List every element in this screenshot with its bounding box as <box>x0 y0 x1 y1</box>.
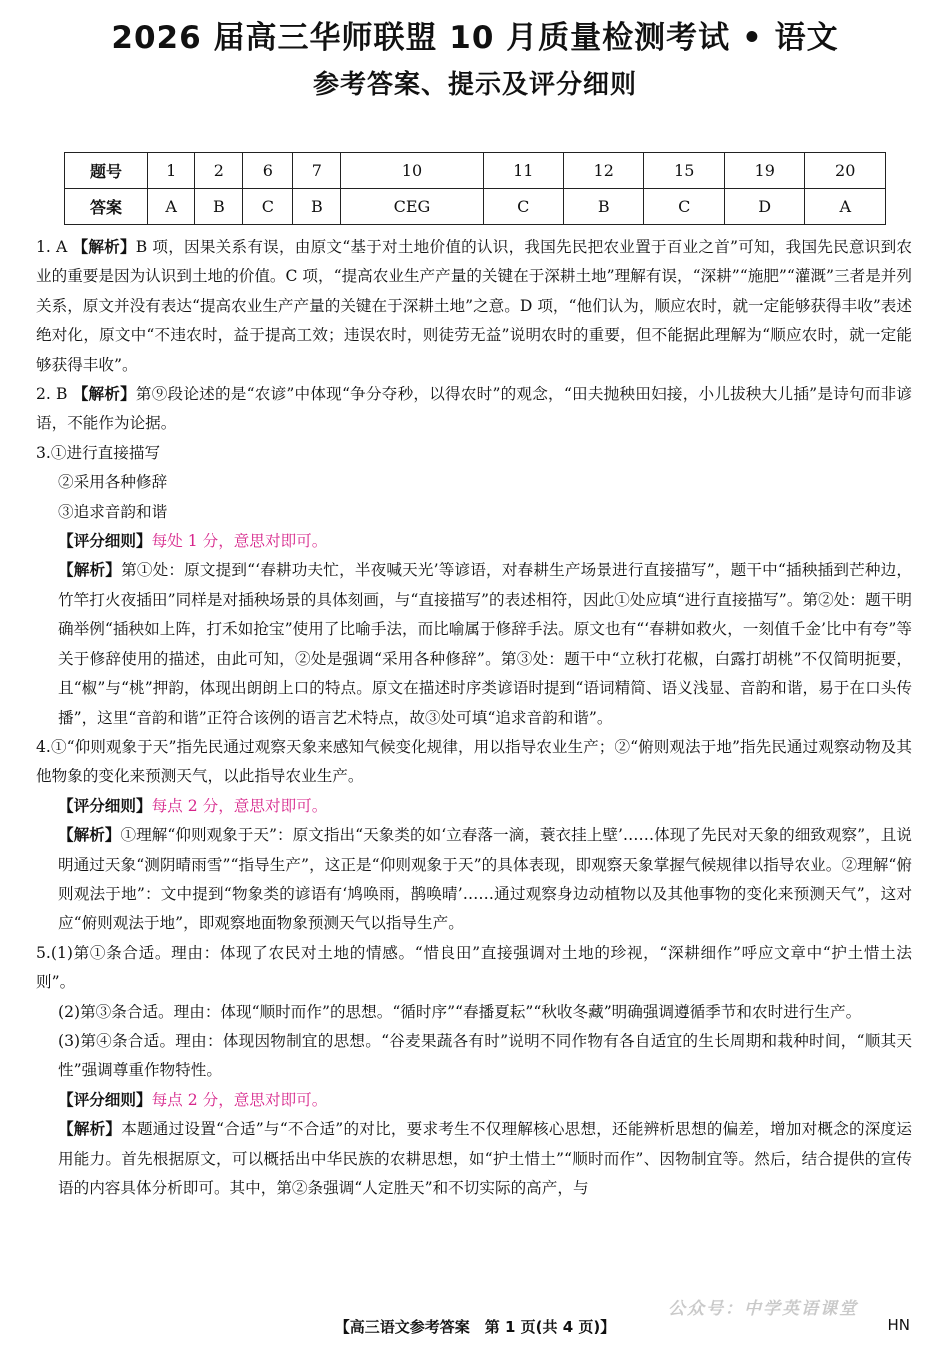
analysis-tag: 【解析】 <box>72 238 136 256</box>
analysis-tag: 【解析】 <box>72 385 136 404</box>
question-number: 2 <box>195 153 243 189</box>
answer-line: ③追求音韵和谐 <box>58 502 168 521</box>
table-row <box>65 189 886 225</box>
answer-item: (2)第③条合适。理由：体现“顺时而作”的思想。“循时序”“春播夏耘”“秋收冬藏”明确强调遵循季节和农时进行生产。 <box>58 1002 862 1021</box>
analysis-text: ①理解“仰则观象于天”：原文指出“天象类的如‘立春落一滴，蓑衣挂上壁’……体现了先民对天象的细致观察”，且说明通过天象“测阴晴雨雪”“指导生产”，这正是“仰则观象于天”的具体表现，即观察天象掌握气候规律以指导农业。②理解“俯则观法于地”：文中提到“物象类的谚语有‘鸠唤雨，鹊唤晴’……通过观察身边动植物以及其他事物的变化来预测天气”，这对应“俯则观法于地”，即观察地面物象预测天气以指导生产。 <box>58 826 912 933</box>
answer-cell: A <box>805 189 886 225</box>
question-4 <box>36 733 912 792</box>
answer-cell: B <box>563 189 643 225</box>
analysis-tag: 【解析】 <box>58 561 122 580</box>
answer-cell: C <box>243 189 293 225</box>
row-label-answer: 答案 <box>65 189 148 225</box>
question-number: 7 <box>293 153 341 189</box>
question-number: 4. <box>36 737 51 756</box>
analysis <box>36 1115 912 1203</box>
question-number: 12 <box>563 153 643 189</box>
analysis-text: B 项，因果关系有误，由原文“基于对土地价值的认识，我国先民把农业置于百业之首”可知，我国先民意识到农业的重要是因为认识到土地的价值。C 项，“提高农业生产产量的关键在于深耕土地”理解有误，“深耕”“施肥”“灌溉”三者是并列关系，原文并没有表达“提高农业生产产量的关键在于深耕土地”之意。D 项，“他们认为，顺应农时，就一定能够获得丰收”表述绝对化，原文中“不违农时，益于提高工效；违误农时，则徒劳无益”说明农时的重要，但不能据此理解为“顺应农时，就一定能够获得丰收”。 <box>36 238 912 374</box>
row-label-question: 题号 <box>65 153 148 189</box>
question-number: 10 <box>341 153 483 189</box>
answer-cell: D <box>724 189 804 225</box>
answer-item: (3)第④条合适。理由：体现因物制宜的思想。“谷麦果蔬各有时”说明不同作物有各自适宜的生长周期和栽种时间，“顺其天性”强调尊重作物特性。 <box>58 1031 912 1080</box>
analysis <box>36 821 912 939</box>
analysis-tag: 【解析】 <box>58 826 121 845</box>
question-number: 11 <box>483 153 563 189</box>
scoring-tag: 【评分细则】 <box>58 532 152 551</box>
answer-cell: C <box>483 189 563 225</box>
answer-cell: B <box>293 189 341 225</box>
scoring-tag: 【评分细则】 <box>58 796 152 815</box>
answer-cell: CEG <box>341 189 483 225</box>
region-code: HN <box>887 1316 910 1334</box>
answer-table <box>64 152 886 225</box>
question-number: 3. <box>36 443 51 462</box>
question-number: 19 <box>724 153 804 189</box>
answer-cell: B <box>195 189 243 225</box>
question-3 <box>36 439 912 468</box>
answer-text: ①“仰则观象于天”指先民通过观察天象来感知气候变化规律，用以指导农业生产；②“俯则观法于地”指先民通过观察动物及其他物象的变化来预测天气，以此指导农业生产。 <box>36 737 912 786</box>
question-number: 1. A <box>36 238 73 256</box>
scoring-tag: 【评分细则】 <box>58 1090 152 1109</box>
page-subtitle: 参考答案、提示及评分细则 <box>312 70 637 100</box>
question-5 <box>36 939 912 998</box>
page-footer: 【高三语文参考答案 第 1 页(共 4 页)】 <box>334 1318 616 1336</box>
question-number: 5. <box>36 943 51 962</box>
analysis-text: 第①处：原文提到“‘春耕功夫忙，半夜喊天光’等谚语，对春耕生产场景进行直接描写”，题干中“插秧插到芒种边，竹竿打火夜插田”同样是对插秧场景的具体刻画，与“直接描写”的表述相符，因此①处应填“进行直接描写”。第②处：题干明确举例“插秧如上阵，打禾如抢宝”使用了比喻手法，而比喻属于修辞手法。原文也有“‘春耕如救火，一刻值千金’比中有夸”等关于修辞使用的描述，由此可知，②处是强调“采用各种修辞”。第③处：题干中“立秋打花椒，白露打胡桃”不仅简明扼要，且“椒”与“桃”押韵，体现出朗朗上口的特点。原文在描述时序类谚语时提到“语词精简、语义浅显、音韵和谐，易于在口头传播”，这里“音韵和谐”正符合该例的语言艺术特点，故③处可填“追求音韵和谐”。 <box>58 561 912 727</box>
analysis-text: 第⑨段论述的是“农谚”中体现“争分夺秒，以得农时”的观念，“田夫抛秧田妇接，小儿拔秧大儿插”是诗句而非谚语，不能作为论据。 <box>36 385 912 433</box>
watermark: 公众号：中学英语课堂 <box>668 1299 858 1319</box>
question-2 <box>36 380 912 439</box>
answer-cell: A <box>148 189 195 225</box>
answer-line: ①进行直接描写 <box>50 443 161 462</box>
answer-content <box>36 233 912 1203</box>
analysis-tag: 【解析】 <box>58 1120 122 1139</box>
question-number: 6 <box>243 153 293 189</box>
table-row <box>65 153 886 189</box>
scoring-rule <box>36 792 912 821</box>
question-number: 2. B <box>36 385 73 404</box>
answer-line: ②采用各种修辞 <box>58 473 168 492</box>
analysis <box>36 556 912 732</box>
answer-cell: C <box>644 189 724 225</box>
scoring-text: 每点 2 分，意思对即可。 <box>151 1090 328 1109</box>
analysis-text: 本题通过设置“合适”与“不合适”的对比，要求考生不仅理解核心思想，还能辨析思想的偏差，增加对概念的深度运用能力。首先根据原文，可以概括出中华民族的农耕思想，如“护土惜土”“顺时而作”、因物制宜等。然后，结合提供的宣传语的内容具体分析即可。其中，第②条强调“人定胜天”和不切实际的高产，与 <box>58 1120 912 1197</box>
question-number: 1 <box>148 153 195 189</box>
scoring-rule <box>36 1086 912 1115</box>
scoring-text: 每处 1 分，意思对即可。 <box>151 532 328 551</box>
scoring-text: 每点 2 分，意思对即可。 <box>151 796 328 815</box>
scoring-rule <box>36 527 912 556</box>
page-title: 2026 届高三华师联盟 10 月质量检测考试 • 语文 <box>111 20 839 56</box>
question-number: 20 <box>805 153 886 189</box>
question-1 <box>36 233 912 380</box>
question-number: 15 <box>644 153 724 189</box>
answer-item: (1)第①条合适。理由：体现了农民对土地的情感。“惜良田”直接强调对土地的珍视，“深耕细作”呼应文章中“护土惜土法则”。 <box>36 943 912 992</box>
